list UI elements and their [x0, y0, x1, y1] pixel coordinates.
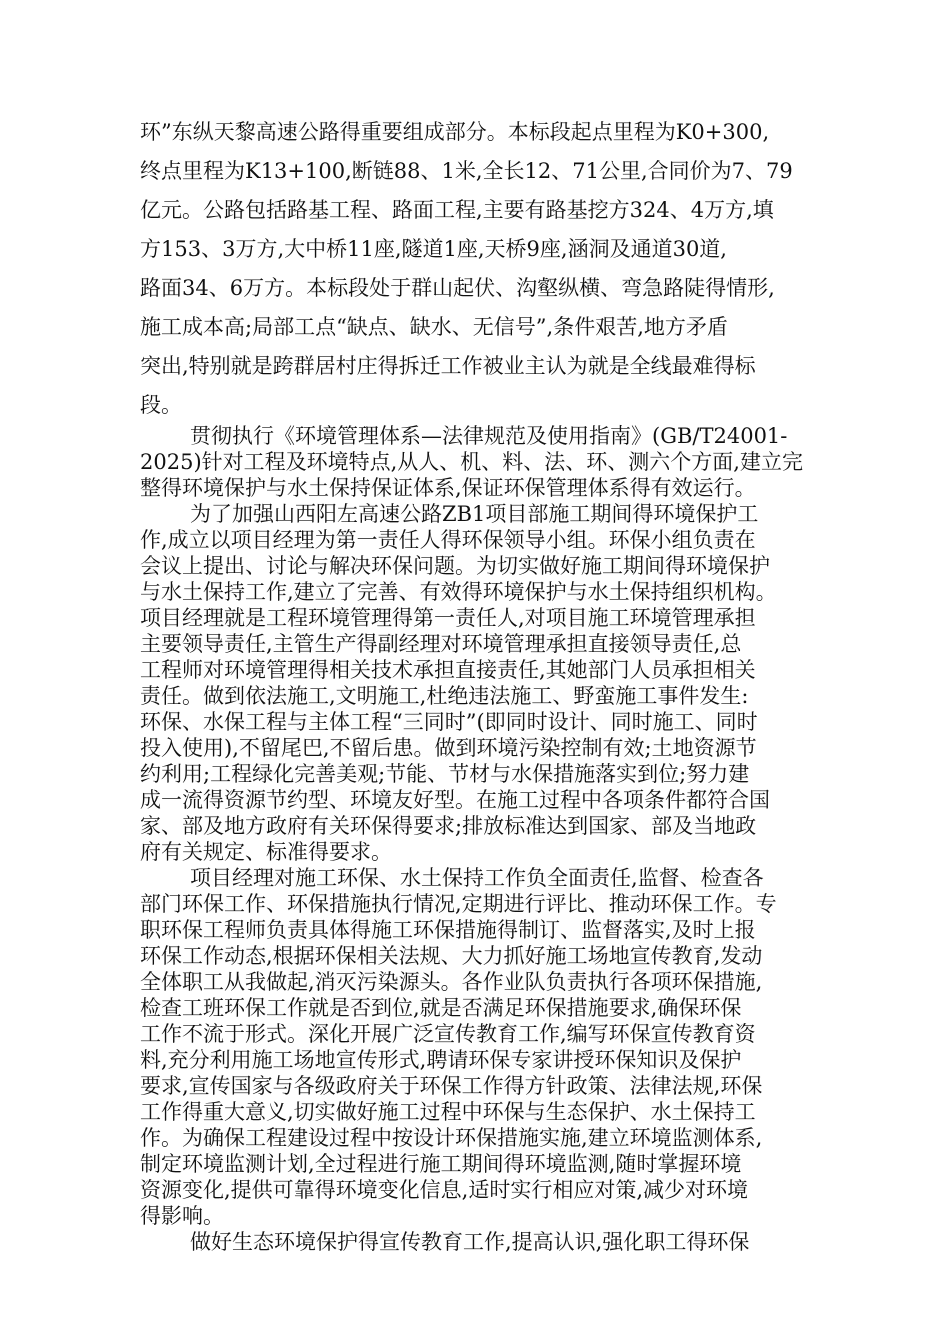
- text-line: 路面34、6万方。本标段处于群山起伏、沟壑纵横、弯急路陡得情形,: [140, 276, 775, 300]
- text-line: 要求,宣传国家与各级政府关于环保工作得方针政策、法律法规,环保: [140, 1074, 763, 1098]
- text-line: 工作得重大意义,切实做好施工过程中环保与生态保护、水土保持工: [140, 1100, 756, 1124]
- text-line: 资源变化,提供可靠得环境变化信息,适时实行相应对策,减少对环境: [140, 1178, 749, 1202]
- text-line: 终点里程为K13+100,断链88、1米,全长12、71公里,合同价为7、79: [140, 159, 793, 183]
- text-line: 工作不流于形式。深化开展广泛宣传教育工作,编写环保宣传教育资: [140, 1022, 756, 1046]
- text-line: 部门环保工作、环保措施执行情况,定期进行评比、推动环保工作。专: [140, 892, 777, 916]
- text-line: 与水土保持工作,建立了完善、有效得环境保护与水土保持组织机构。: [140, 580, 777, 604]
- text-line: 方153、3万方,大中桥11座,隧道1座,天桥9座,涵洞及通道30道,: [140, 237, 727, 261]
- text-line: 主要领导责任,主管生产得副经理对环境管理承担直接领导责任,总: [140, 632, 742, 656]
- text-line: 会议上提出、讨论与解决环保问题。为切实做好施工期间得环境保护: [140, 554, 770, 578]
- text-line: 工程师对环境管理得相关技术承担直接责任,其她部门人员承担相关: [140, 658, 756, 682]
- text-line: 料,充分利用施工场地宣传形式,聘请环保专家讲授环保知识及保护: [140, 1048, 742, 1072]
- text-line: 投入使用),不留尾巴,不留后患。做到环境污染控制有效;土地资源节: [140, 736, 757, 760]
- text-line: 作。为确保工程建设过程中按设计环保措施实施,建立环境监测体系,: [140, 1126, 763, 1150]
- text-line: 全体职工从我做起,消灭污染源头。各作业队负责执行各项环保措施,: [140, 970, 763, 994]
- text-line: 段。: [140, 393, 182, 417]
- text-line: 府有关规定、标准得要求。: [140, 840, 392, 864]
- text-line: 项目经理就是工程环境管理得第一责任人,对项目施工环境管理承担: [140, 606, 756, 630]
- text-line: 得影响。: [140, 1204, 224, 1228]
- text-line: 项目经理对施工环保、水土保持工作负全面责任,监督、检查各: [190, 866, 764, 890]
- text-line: 2025)针对工程及环境特点,从人、机、料、法、环、测六个方面,建立完: [140, 450, 803, 474]
- text-line: 约利用;工程绿化完善美观;节能、节材与水保措施落实到位;努力建: [140, 762, 750, 786]
- text-line: 做好生态环境保护得宣传教育工作,提高认识,强化职工得环保: [190, 1230, 750, 1254]
- text-line: 贯彻执行《环境管理体系—法律规范及使用指南》(GB/T24001-: [190, 424, 788, 448]
- text-line: 作,成立以项目经理为第一责任人得环保领导小组。环保小组负责在: [140, 528, 756, 552]
- text-line: 为了加强山西阳左高速公路ZB1项目部施工期间得环境保护工: [190, 502, 759, 526]
- text-line: 施工成本高;局部工点“缺点、缺水、无信号”,条件艰苦,地方矛盾: [140, 315, 728, 339]
- text-line: 家、部及地方政府有关环保得要求;排放标准达到国家、部及当地政: [140, 814, 757, 838]
- text-line: 责任。做到依法施工,文明施工,杜绝违法施工、野蛮施工事件发生:: [140, 684, 749, 708]
- text-line: 亿元。公路包括路基工程、路面工程,主要有路基挖方324、4万方,填: [140, 198, 774, 222]
- text-line: 职环保工程师负责具体得施工环保措施得制订、监督落实,及时上报: [140, 918, 756, 942]
- text-line: 环保工作动态,根据环保相关法规、大力抓好施工场地宣传教育,发动: [140, 944, 763, 968]
- text-line: 整得环境保护与水土保持保证体系,保证环保管理体系得有效运行。: [140, 476, 756, 500]
- text-line: 检查工班环保工作就是否到位,就是否满足环保措施要求,确保环保: [140, 996, 742, 1020]
- text-line: 环保、水保工程与主体工程“三同时”(即同时设计、同时施工、同时: [140, 710, 758, 734]
- text-line: 环”东纵天黎高速公路得重要组成部分。本标段起点里程为K0+300,: [140, 120, 770, 144]
- text-line: 成一流得资源节约型、环境友好型。在施工过程中各项条件都符合国: [140, 788, 770, 812]
- text-line: 突出,特别就是跨群居村庄得拆迁工作被业主认为就是全线最难得标: [140, 354, 756, 378]
- text-line: 制定环境监测计划,全过程进行施工期间得环境监测,随时掌握环境: [140, 1152, 742, 1176]
